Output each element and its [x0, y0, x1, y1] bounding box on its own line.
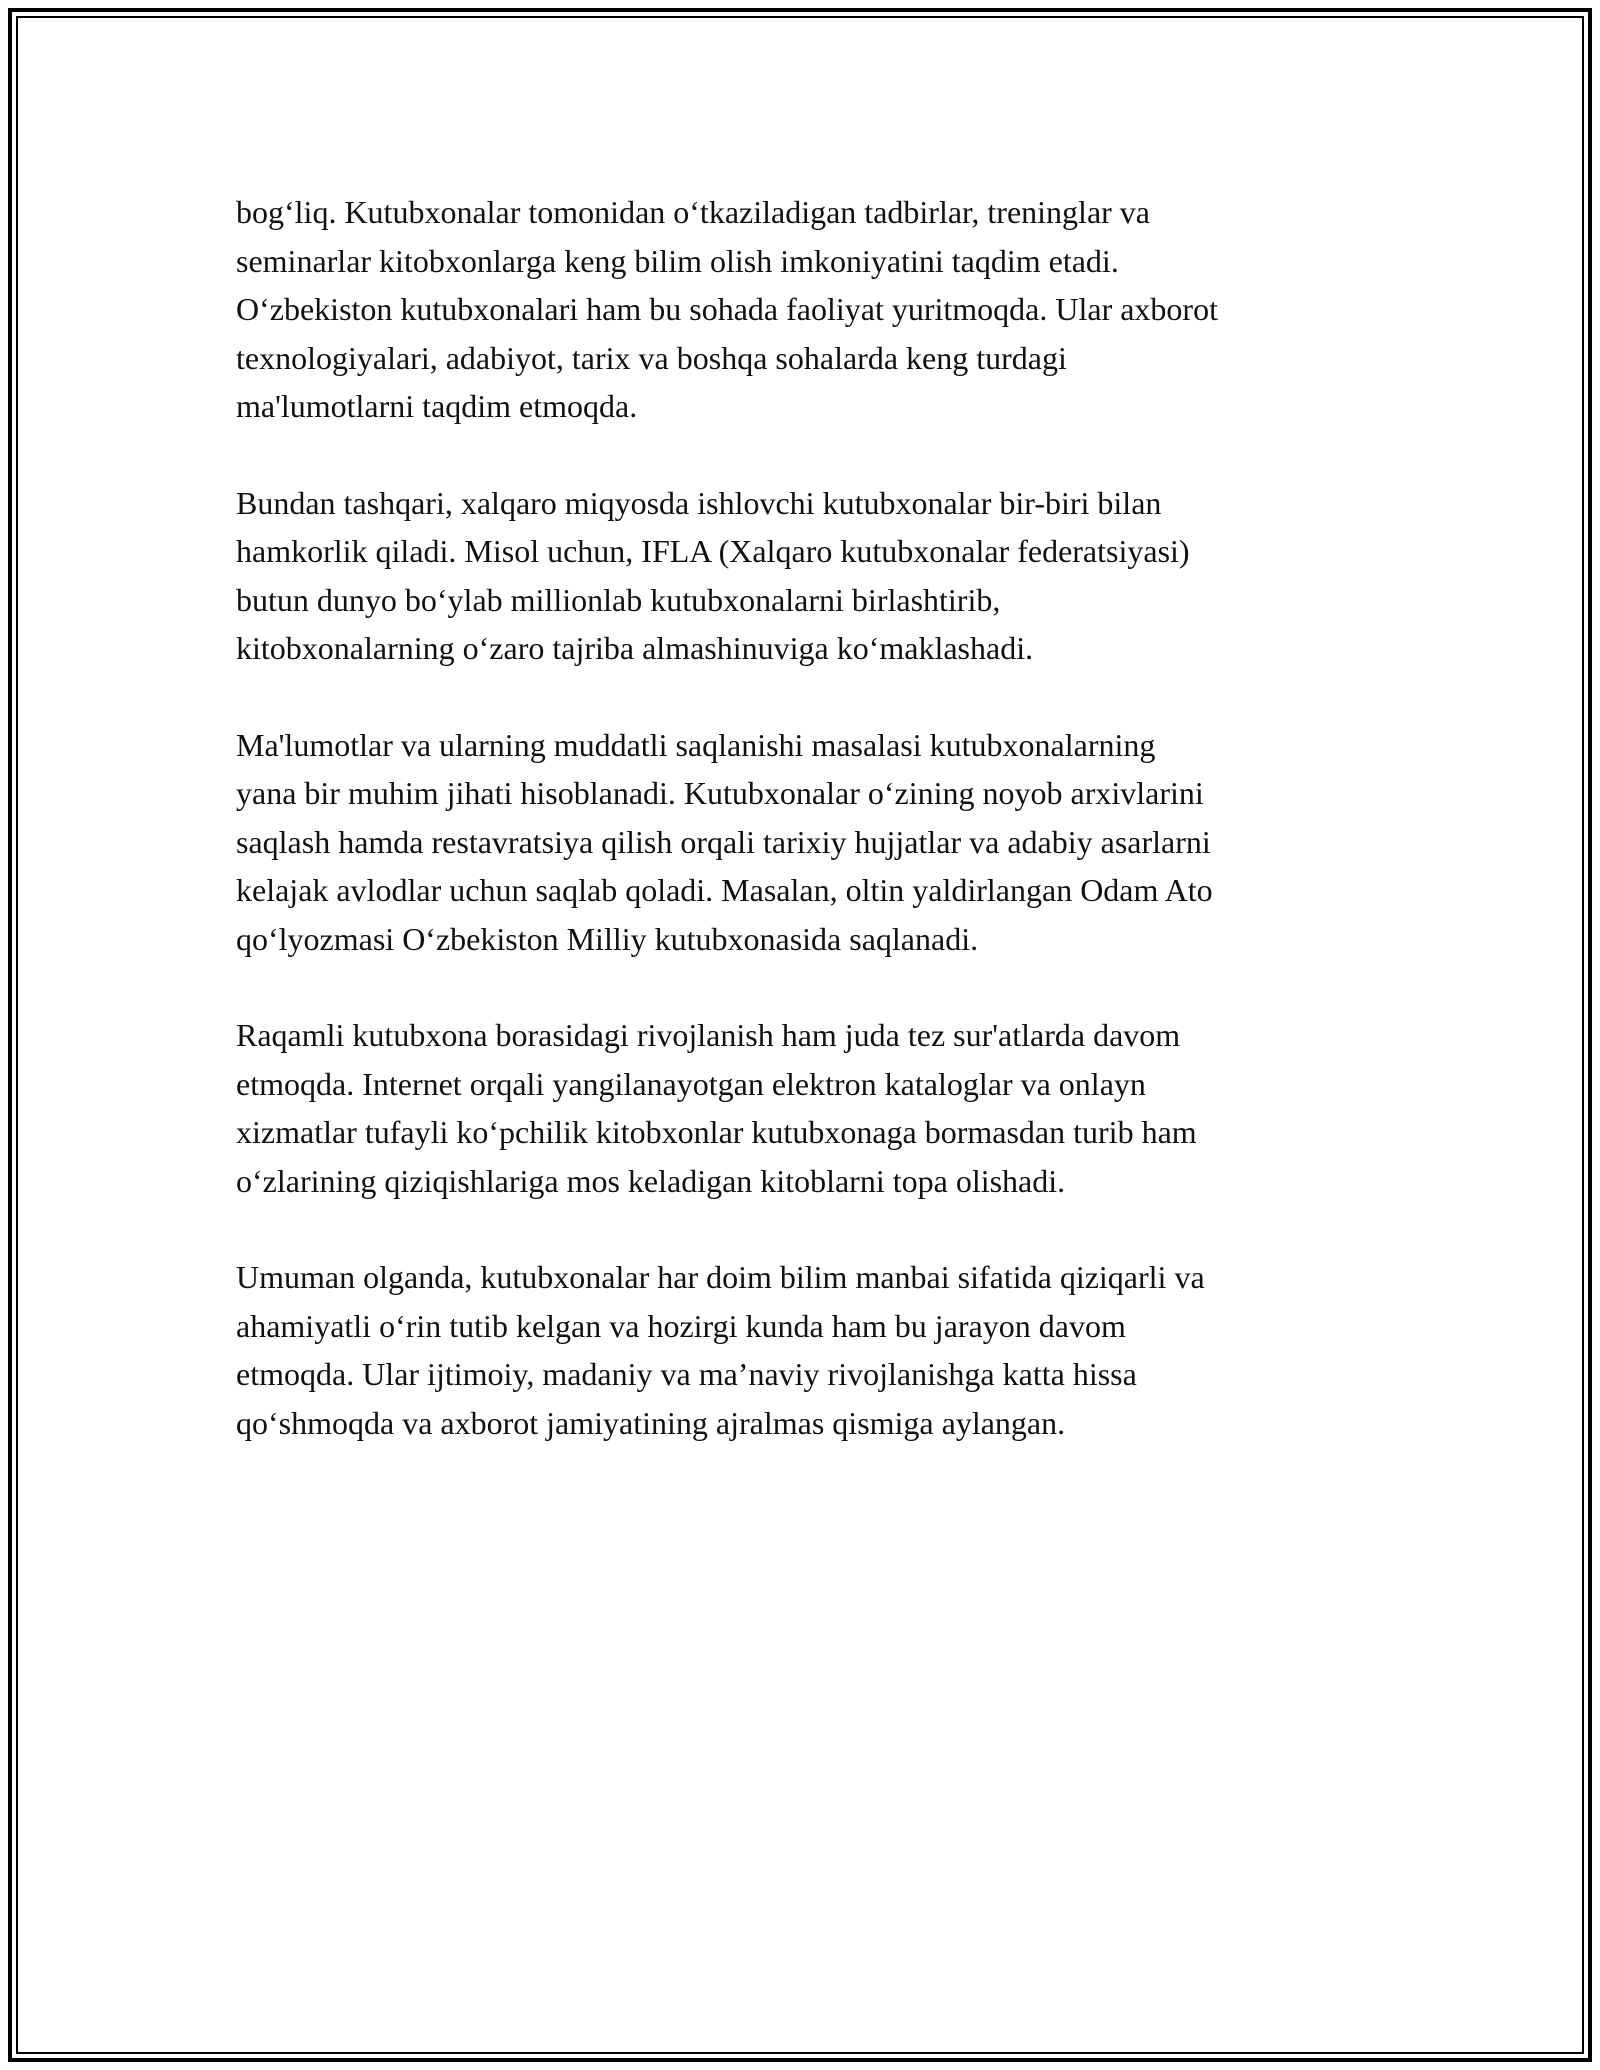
text-line: butun dunyo bo‘ylab millionlab kutubxonalarni birlashtirib,: [236, 581, 1001, 618]
paragraph-conclusion: [236, 1253, 1386, 1447]
text-line: texnologiyalari, adabiyot, tarix va boshqa sohalarda keng turdagi: [236, 339, 1067, 376]
text-line: Bundan tashqari, xalqaro miqyosda ishlovchi kutubxonalar bir-biri bilan: [236, 484, 1162, 521]
text-line: kitobxonalarning o‘zaro tajriba almashinuviga ko‘maklashadi.: [236, 630, 1034, 666]
text-line: hamkorlik qiladi. Misol uchun, IFLA (Xalqaro kutubxonalar federatsiyasi): [236, 533, 1190, 569]
text-line: bog‘liq. Kutubxonalar tomonidan o‘tkaziladigan tadbirlar, treninglar va: [236, 194, 1150, 230]
paragraph-digital-library: [236, 1011, 1386, 1205]
page-body: [236, 188, 1386, 1495]
text-line: Raqamli kutubxona borasidagi rivojlanish ham juda tez sur'atlarda davom: [236, 1017, 1181, 1053]
text-line: xizmatlar tufayli ko‘pchilik kitobxonlar kutubxonaga bormasdan turib ham: [236, 1114, 1197, 1150]
paragraph-international-cooperation: [236, 479, 1386, 673]
text-line: Umuman olganda, kutubxonalar har doim bilim manbai sifatida qiziqarli va: [236, 1259, 1205, 1295]
text-line: qo‘shmoqda va axborot jamiyatining ajralmas qismiga aylangan.: [236, 1404, 1066, 1441]
text-line: kelajak avlodlar uchun saqlab qoladi. Masalan, oltin yaldirlangan Odam Ato: [236, 872, 1213, 908]
paragraph-preservation: [236, 721, 1386, 964]
text-line: etmoqda. Ular ijtimoiy, madaniy va ma’naviy rivojlanishga katta hissa: [236, 1356, 1137, 1392]
text-line: ahamiyatli o‘rin tutib kelgan va hozirgi kunda ham bu jarayon davom: [236, 1307, 1126, 1344]
text-line: seminarlar kitobxonlarga keng bilim olish imkoniyatini taqdim etadi.: [236, 242, 1119, 279]
text-line: o‘zlarining qiziqishlariga mos keladigan kitoblarni topa olishadi.: [236, 1162, 1066, 1199]
text-line: Ma'lumotlar va ularning muddatli saqlanishi masalasi kutubxonalarning: [236, 726, 1156, 763]
text-line: O‘zbekiston kutubxonalari ham bu sohada faoliyat yuritmoqda. Ular axborot: [236, 291, 1218, 327]
text-line: saqlash hamda restavratsiya qilish orqali tarixiy hujjatlar va adabiy asarlarni: [236, 823, 1211, 860]
text-line: ma'lumotlarni taqdim etmoqda.: [236, 388, 638, 424]
text-line: qo‘lyozmasi O‘zbekiston Milliy kutubxonasida saqlanadi.: [236, 920, 979, 957]
text-line: etmoqda. Internet orqali yangilanayotgan elektron kataloglar va onlayn: [236, 1065, 1146, 1102]
text-line: yana bir muhim jihati hisoblanadi. Kutubxonalar o‘zining noyob arxivlarini: [236, 775, 1204, 811]
paragraph-libraries-events: [236, 188, 1386, 431]
